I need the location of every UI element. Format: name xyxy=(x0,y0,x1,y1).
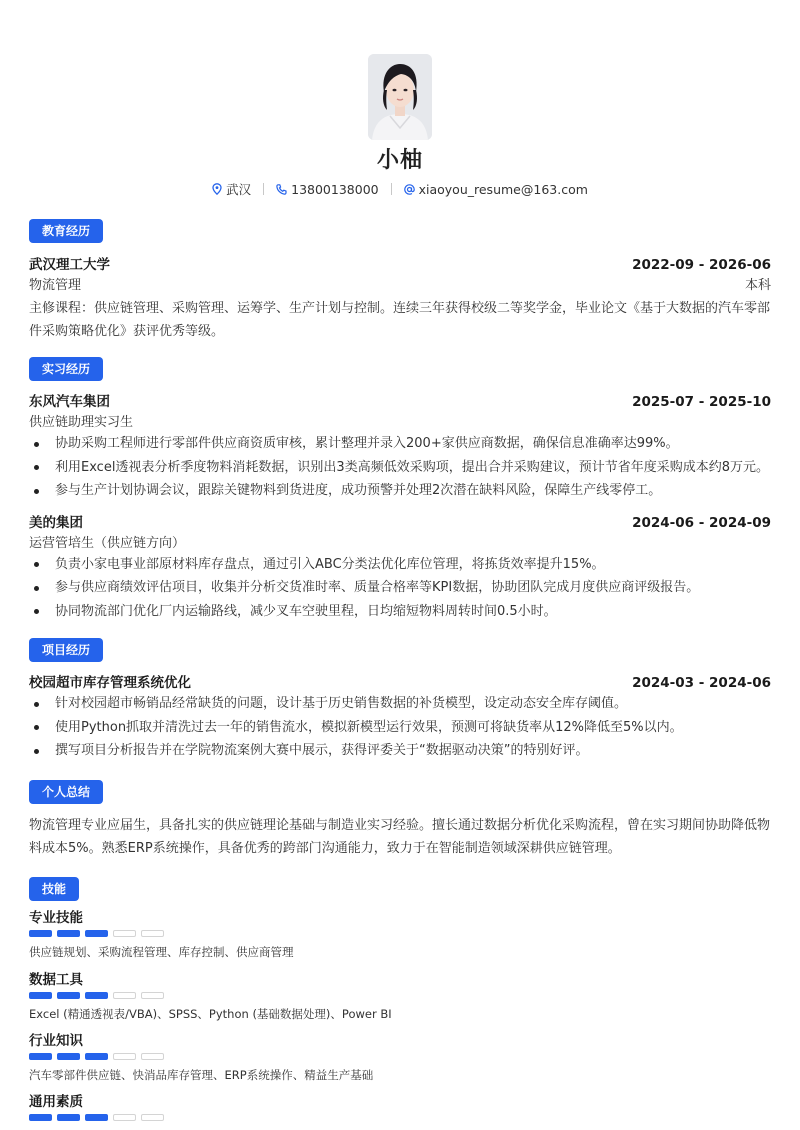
skill-title: 数据工具 xyxy=(29,972,83,988)
summary-text: 物流管理专业应届生，具备扎实的供应链理论基础与制造业实习经验。擅长通过数据分析优化采购流程，曾在实习期间协助降低物料成本5%。熟悉ERP系统操作，具备优秀的跨部门沟通能力，致力于在智能制造领域深耕供应链管理。 xyxy=(29,818,771,856)
skill-title: 行业知识 xyxy=(29,1033,83,1049)
internship-entry xyxy=(29,390,771,503)
contact-email xyxy=(404,182,588,197)
skill-level-empty xyxy=(141,1053,164,1060)
company-name: 东风汽车集团 xyxy=(29,394,110,410)
skill-level-empty xyxy=(113,1053,136,1060)
project-header-row xyxy=(29,671,771,691)
bullet-list xyxy=(29,692,771,763)
bullet-item: 参与供应商绩效评估项目，收集并分析交货准时率、质量合格率等KPI数据，协助团队完成月度供应商评级报告。 xyxy=(29,576,771,600)
skill-group xyxy=(29,1092,771,1122)
skill-level-filled xyxy=(57,1053,80,1060)
skill-level-filled xyxy=(85,992,108,999)
skill-level-filled xyxy=(57,930,80,937)
skill-level-empty xyxy=(141,1114,164,1121)
candidate-name: 小柚 xyxy=(376,148,423,173)
internship-date: 2024-06 - 2024-09 xyxy=(632,514,771,531)
project-section xyxy=(29,638,771,763)
skill-level-filled xyxy=(85,930,108,937)
major: 物流管理 xyxy=(29,278,82,293)
skill-level-filled xyxy=(85,1114,108,1121)
internship-header-row xyxy=(29,390,771,410)
internship-entry xyxy=(29,511,771,624)
skill-level-filled xyxy=(29,930,52,937)
skill-description: Excel (精通透视表/VBA)、SPSS、Python (基础数据处理)、Power BI xyxy=(29,1007,392,1021)
project-date: 2024-03 - 2024-06 xyxy=(632,675,771,691)
skill-level-filled xyxy=(29,1114,52,1121)
map-pin-icon xyxy=(212,183,222,195)
section-tag-education: 教育经历 xyxy=(29,219,103,243)
skill-group xyxy=(29,1031,771,1083)
bullet-item: 利用Excel透视表分析季度物料消耗数据，识别出3类高频低效采购项，提出合并采购建议，预计节省年度采购成本约8万元。 xyxy=(29,456,771,480)
email-text: xiaoyou_resume@163.com xyxy=(418,181,588,197)
skill-level-filled xyxy=(85,1053,108,1060)
bullet-item: 针对校园超市畅销品经常缺货的问题，设计基于历史销售数据的补货模型，设定动态安全库存阈值。 xyxy=(29,692,771,716)
phone-icon xyxy=(276,184,287,195)
section-tag-internship: 实习经历 xyxy=(29,357,103,381)
company-name: 美的集团 xyxy=(29,514,83,531)
skill-group xyxy=(29,908,771,960)
internship-date: 2025-07 - 2025-10 xyxy=(632,394,771,410)
section-tag-skills: 技能 xyxy=(29,877,79,901)
education-date: 2022-09 - 2026-06 xyxy=(632,257,771,273)
job-role: 运营管培生（供应链方向） xyxy=(29,535,186,551)
skill-title: 通用素质 xyxy=(29,1094,83,1110)
skill-level-empty xyxy=(113,992,136,999)
skill-level-bar xyxy=(29,930,771,938)
bullet-item: 协同物流部门优化厂内运输路线，减少叉车空驶里程，日均缩短物料周转时间0.5小时。 xyxy=(29,600,771,624)
summary-section xyxy=(29,780,771,860)
skill-level-empty xyxy=(141,992,164,999)
education-description: 主修课程：供应链管理、采购管理、运筹学、生产计划与控制。连续三年获得校级二等奖学金，毕业论文《基于大数据的汽车零部件采购策略优化》获评优秀等级。 xyxy=(29,301,771,339)
bullet-item: 负责小家电事业部原材料库存盘点，通过引入ABC分类法优化库位管理，将拣货效率提升15%。 xyxy=(29,553,771,577)
section-tag-project: 项目经历 xyxy=(29,638,103,662)
phone-text: 13800138000 xyxy=(291,181,379,197)
location-text: 武汉 xyxy=(226,182,252,197)
section-tag-summary: 个人总结 xyxy=(29,780,103,804)
contact-info xyxy=(29,180,771,198)
contact-divider xyxy=(391,183,392,195)
contact-divider xyxy=(263,183,264,195)
degree: 本科 xyxy=(744,278,771,293)
skill-level-empty xyxy=(141,930,164,937)
skill-title: 专业技能 xyxy=(29,910,83,926)
project-name: 校园超市库存管理系统优化 xyxy=(29,675,191,691)
education-section xyxy=(29,219,771,343)
skill-level-filled xyxy=(29,992,52,999)
bullet-item: 参与生产计划协调会议，跟踪关键物料到货进度，成功预警并处理2次潜在缺料风险，保障生产线零停工。 xyxy=(29,479,771,503)
resume-header xyxy=(29,0,771,198)
job-role: 供应链助理实习生 xyxy=(29,415,134,430)
bullet-item: 协助采购工程师进行零部件供应商资质审核，累计整理并录入200+家供应商数据，确保信息准确率达99%。 xyxy=(29,432,771,456)
contact-phone xyxy=(276,182,378,197)
bullet-item: 使用Python抓取并清洗过去一年的销售流水，模拟新模型运行效果，预测可将缺货率从12%降低至5%以内。 xyxy=(29,716,771,740)
skill-level-bar xyxy=(29,992,771,1000)
school-name: 武汉理工大学 xyxy=(29,257,110,273)
skill-level-filled xyxy=(57,1114,80,1121)
avatar xyxy=(368,54,432,140)
at-sign-icon xyxy=(404,184,415,195)
internship-header-row xyxy=(29,511,771,531)
skill-level-bar xyxy=(29,1114,771,1122)
bullet-item: 撰写项目分析报告并在学院物流案例大赛中展示，获得评委关于“数据驱动决策”的特别好评。 xyxy=(29,739,771,763)
bullet-list xyxy=(29,432,771,503)
skill-description: 汽车零部件供应链、快消品库存管理、ERP系统操作、精益生产基础 xyxy=(29,1068,374,1082)
skill-group xyxy=(29,970,771,1022)
contact-location xyxy=(212,180,251,198)
skills-section xyxy=(29,877,771,1122)
education-sub-row xyxy=(29,274,771,293)
education-header-row xyxy=(29,253,771,273)
internship-section xyxy=(29,357,771,623)
skills-list xyxy=(29,908,771,1122)
skill-level-empty xyxy=(113,1114,136,1121)
skill-level-filled xyxy=(29,1053,52,1060)
bullet-list xyxy=(29,553,771,624)
skill-level-empty xyxy=(113,930,136,937)
skill-level-filled xyxy=(57,992,80,999)
skill-description: 供应链规划、采购流程管理、库存控制、供应商管理 xyxy=(29,945,294,959)
skill-level-bar xyxy=(29,1053,771,1061)
